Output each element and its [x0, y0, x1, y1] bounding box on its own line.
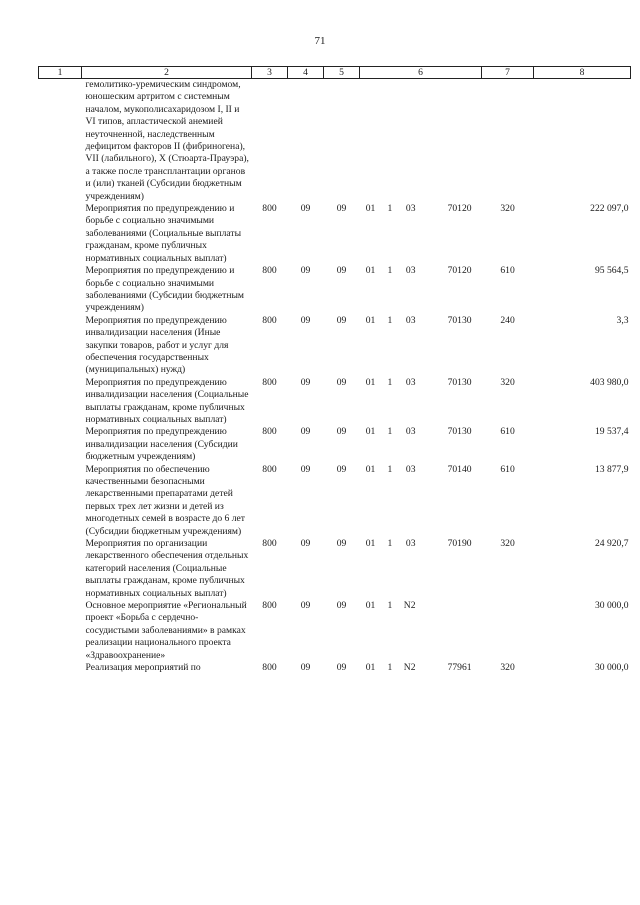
header-cell-5: 5 [324, 67, 360, 79]
row-col4-cell [288, 79, 324, 204]
page-number: 71 [314, 35, 326, 47]
row-spacer-cell [39, 79, 82, 204]
table-row [39, 265, 631, 315]
row-name-cell: Мероприятия по предупреждению и борьбе с социально значимыми заболеваниями (Социальные выплаты гражданам, кроме публичных нормативных социальных выплат) [85, 203, 242, 264]
row-code-part2: 1 [387, 600, 393, 612]
row-col3-cell: 800 [262, 538, 277, 550]
row-code-part4: 70130 [447, 314, 472, 326]
row-code-part1: 01 [365, 600, 376, 612]
table-body [39, 79, 631, 675]
row-col5-cell: 09 [336, 314, 347, 326]
row-col3-cell: 800 [262, 265, 277, 277]
row-col7-cell: 320 [500, 538, 515, 550]
row-spacer-cell [39, 203, 82, 265]
table-row [39, 377, 631, 427]
row-name-cell: Мероприятия по предупреждению инвалидизации населения (Субсидии бюджетным учреждениям) [85, 426, 238, 463]
row-spacer-cell [39, 426, 82, 463]
row-col3-cell: 800 [262, 463, 277, 475]
row-amount-cell: 403 980,0 [590, 376, 629, 388]
row-code-part1: 01 [365, 426, 376, 438]
row-col7-cell: 610 [500, 265, 515, 277]
row-spacer-cell [39, 600, 82, 662]
row-code-part4: 70130 [447, 376, 472, 388]
row-spacer-cell [39, 377, 82, 427]
row-code-part2: 1 [387, 265, 393, 277]
row-col4-cell: 09 [300, 426, 311, 438]
row-code-part4: 77961 [447, 662, 472, 674]
row-code-part1: 01 [365, 314, 376, 326]
row-code-part3: 03 [405, 376, 416, 388]
row-amount-cell: 3,3 [616, 314, 629, 326]
row-code-part1 [360, 79, 382, 204]
table-header-row [39, 67, 631, 79]
row-name-cell: Мероприятия по организации лекарственного обеспечения отдельных категорий населения (Социальные выплаты гражданам, кроме публичных нормативных социальных выплат) [85, 538, 249, 599]
row-col7-cell: 610 [500, 426, 515, 438]
row-col7-cell: 610 [500, 463, 515, 475]
table-row [39, 426, 631, 463]
row-amount-cell: 30 000,0 [594, 600, 629, 612]
budget-table [38, 66, 631, 675]
row-code-part3: 03 [405, 463, 416, 475]
row-col4-cell: 09 [300, 376, 311, 388]
row-code-part1: 01 [365, 463, 376, 475]
row-col3-cell: 800 [262, 426, 277, 438]
row-col4-cell: 09 [300, 538, 311, 550]
row-code-part2: 1 [387, 662, 393, 674]
row-code-part1: 01 [365, 203, 376, 215]
row-col5-cell: 09 [336, 463, 347, 475]
row-col5-cell: 09 [336, 376, 347, 388]
row-code-part4: 70120 [447, 203, 472, 215]
row-col5-cell: 09 [336, 538, 347, 550]
row-col7-cell: 320 [500, 203, 515, 215]
header-cell-2: 2 [82, 67, 252, 79]
row-col4-cell: 09 [300, 203, 311, 215]
row-code-part1: 01 [365, 538, 376, 550]
row-col5-cell: 09 [336, 265, 347, 277]
row-amount-cell: 13 877,9 [594, 463, 629, 475]
row-code-part3: 03 [405, 265, 416, 277]
row-col4-cell: 09 [300, 463, 311, 475]
row-name-cell: Реализация мероприятий по [85, 662, 201, 674]
row-code-part1: 01 [365, 662, 376, 674]
row-col4-cell: 09 [300, 265, 311, 277]
header-cell-8: 8 [534, 67, 631, 79]
row-code-part3: 03 [405, 538, 416, 550]
row-name-cell: Мероприятия по предупреждению инвалидизации населения (Иные закупки товаров, работ и услуг для обеспечения государственных (муниципальных) нужд) [85, 314, 229, 376]
row-amount-cell: 222 097,0 [590, 203, 629, 215]
row-code-part4 [434, 79, 482, 204]
row-code-part3: N2 [403, 662, 416, 674]
row-spacer-cell [39, 662, 82, 674]
row-spacer-cell [39, 265, 82, 315]
row-code-part2 [382, 79, 398, 204]
row-code-part1: 01 [365, 265, 376, 277]
row-code-part3: 03 [405, 314, 416, 326]
row-name-cell: гемолитико-уремическим синдромом, юношеским артритом с системным началом, мукополисахаридозом I, II и VI типов, апластической анемией неуточненной, наследственным дефицитом факторов II (фибриногена), VII (лабильного), X (Стюарта-Прауэра), а также после трансплантации органов и (или) тканей (Субсидии бюджетным учреждениям) [85, 79, 249, 202]
row-code-part2: 1 [387, 426, 393, 438]
header-cell-4: 4 [288, 67, 324, 79]
row-col7-cell [482, 79, 534, 204]
row-name-cell: Мероприятия по предупреждению инвалидизации населения (Социальные выплаты гражданам, кроме публичных нормативных социальных выплат) [85, 376, 249, 425]
row-spacer-cell [39, 464, 82, 538]
header-cell-7: 7 [482, 67, 534, 79]
row-amount-cell: 30 000,0 [594, 662, 629, 674]
row-col3-cell [252, 79, 288, 204]
row-code-part4 [434, 600, 482, 662]
row-col4-cell: 09 [300, 662, 311, 674]
table-row [39, 464, 631, 538]
row-col5-cell: 09 [336, 203, 347, 215]
table-row [39, 600, 631, 662]
row-col5-cell: 09 [336, 600, 347, 612]
row-code-part2: 1 [387, 376, 393, 388]
row-col7-cell: 320 [500, 376, 515, 388]
row-code-part2: 1 [387, 203, 393, 215]
table-row [39, 315, 631, 377]
row-code-part2: 1 [387, 538, 393, 550]
row-code-part4: 70140 [447, 463, 472, 475]
row-amount-cell: 24 920,7 [594, 538, 629, 550]
row-code-part4: 70130 [447, 426, 472, 438]
row-col4-cell: 09 [300, 600, 311, 612]
table-row [39, 203, 631, 265]
row-code-part3: 03 [405, 203, 416, 215]
row-col3-cell: 800 [262, 376, 277, 388]
row-code-part3 [398, 79, 434, 204]
table-row [39, 662, 631, 674]
row-col7-cell [482, 600, 534, 662]
row-spacer-cell [39, 538, 82, 600]
row-code-part4: 70190 [447, 538, 472, 550]
table-row [39, 538, 631, 600]
row-col3-cell: 800 [262, 203, 277, 215]
row-code-part3: 03 [405, 426, 416, 438]
row-amount-cell: 95 564,5 [594, 265, 629, 277]
row-col5-cell: 09 [336, 426, 347, 438]
row-amount-cell [534, 79, 631, 204]
table-row [39, 79, 631, 204]
row-name-cell: Мероприятия по предупреждению и борьбе с социально значимыми заболеваниями (Субсидии бюджетным учреждениям) [85, 265, 244, 314]
row-spacer-cell [39, 315, 82, 377]
row-col3-cell: 800 [262, 314, 277, 326]
row-code-part1: 01 [365, 376, 376, 388]
row-code-part2: 1 [387, 463, 393, 475]
row-col5-cell [324, 79, 360, 204]
row-col7-cell: 320 [500, 662, 515, 674]
row-code-part4: 70120 [447, 265, 472, 277]
row-col7-cell: 240 [500, 314, 515, 326]
row-col5-cell: 09 [336, 662, 347, 674]
header-cell-6: 6 [360, 67, 482, 79]
row-name-cell: Мероприятия по обеспечению качественными безопасными лекарственными препаратами детей первых трех лет жизни и детей из многодетных семей в возрасте до 6 лет (Субсидии бюджетным учреждениям) [85, 463, 245, 537]
row-col3-cell: 800 [262, 662, 277, 674]
header-cell-3: 3 [252, 67, 288, 79]
row-code-part2: 1 [387, 314, 393, 326]
row-col4-cell: 09 [300, 314, 311, 326]
row-amount-cell: 19 537,4 [594, 426, 629, 438]
row-code-part3: N2 [403, 600, 416, 612]
row-name-cell: Основное мероприятие «Региональный проект «Борьба с сердечно-сосудистыми заболеваниями» в рамках реализации национального проекта «Здравоохранение» [85, 600, 247, 661]
row-col3-cell: 800 [262, 600, 277, 612]
header-cell-1: 1 [39, 67, 82, 79]
